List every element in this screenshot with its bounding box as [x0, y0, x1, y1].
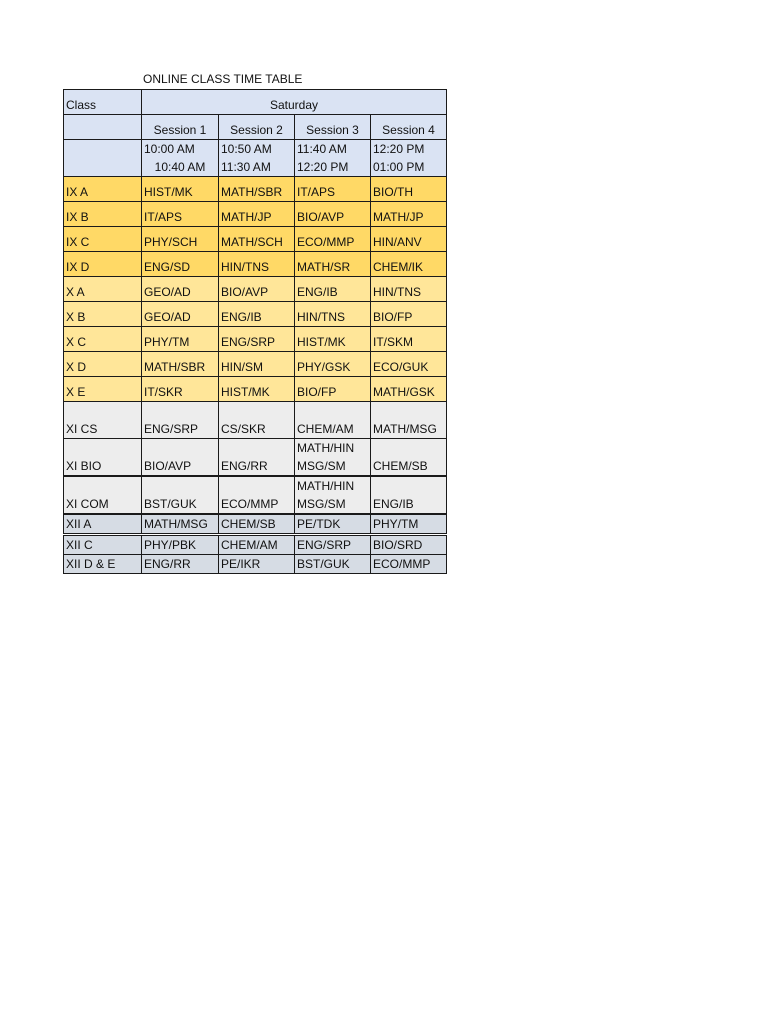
subject-teacher-cell: ENG/RR [219, 439, 295, 477]
subject-teacher-cell: MATH/JP [219, 202, 295, 227]
timetable-body [64, 90, 447, 574]
session-header: Session 3 [295, 115, 371, 140]
subject-teacher-cell: MATH/SBR [219, 177, 295, 202]
session-start-time: 10:50 AM [221, 142, 272, 156]
subject-teacher-cell: CHEM/AM [219, 535, 295, 555]
subject-teacher-cell: MATH/MSG [371, 402, 447, 439]
subject-teacher-cell: BIO/FP [295, 377, 371, 402]
table-row [64, 535, 447, 555]
subject-teacher-cell: HIST/MK [219, 377, 295, 402]
subject-teacher-cell: HIN/ANV [371, 227, 447, 252]
class-header: Class [64, 90, 142, 115]
subject-teacher-cell: MATH/SBR [142, 352, 219, 377]
subject-teacher-cell: HIN/TNS [219, 252, 295, 277]
class-name-cell: XI COM [64, 476, 142, 514]
session-header: Session 1 [142, 115, 219, 140]
class-name-cell: XI CS [64, 402, 142, 439]
subject-teacher-cell: PHY/SCH [142, 227, 219, 252]
class-name-cell: XI BIO [64, 439, 142, 477]
class-name-cell: IX B [64, 202, 142, 227]
subject-teacher-cell: MATH/HIN MSG/SM [295, 476, 371, 514]
subject-teacher-cell: ENG/RR [142, 555, 219, 574]
subject-teacher-cell: PHY/GSK [295, 352, 371, 377]
class-name-cell: XII A [64, 514, 142, 535]
subject-teacher-cell: BST/GUK [295, 555, 371, 574]
class-name-cell: XII C [64, 535, 142, 555]
class-name-cell: XII D & E [64, 555, 142, 574]
subject-teacher-cell: CHEM/SB [371, 439, 447, 477]
session-start-time: 12:20 PM [373, 142, 425, 156]
class-header-blank [64, 115, 142, 140]
subject-teacher-cell: ECO/MMP [219, 476, 295, 514]
subject-teacher-cell: ENG/SRP [142, 402, 219, 439]
subject-teacher-cell: MATH/HIN MSG/SM [295, 439, 371, 477]
session-end-time: 10:40 AM [154, 160, 206, 174]
table-row [64, 252, 447, 277]
session-end-time: 12:20 PM [297, 160, 349, 174]
header-row-day [64, 90, 447, 115]
subject-teacher-cell: CS/SKR [219, 402, 295, 439]
subject-teacher-cell: ENG/SRP [219, 327, 295, 352]
session-time [142, 140, 219, 177]
class-name-cell: IX C [64, 227, 142, 252]
session-time [219, 140, 295, 177]
subject-teacher-cell: CHEM/IK [371, 252, 447, 277]
session-header: Session 4 [371, 115, 447, 140]
table-row [64, 377, 447, 402]
subject-teacher-cell: MATH/MSG [142, 514, 219, 535]
subject-teacher-cell: HIST/MK [142, 177, 219, 202]
subject-teacher-cell: MATH/JP [371, 202, 447, 227]
class-name-cell: X A [64, 277, 142, 302]
session-header: Session 2 [219, 115, 295, 140]
header-row-times [64, 140, 447, 177]
subject-teacher-cell: ENG/SRP [295, 535, 371, 555]
session-end-time: 01:00 PM [373, 160, 425, 174]
subject-teacher-cell: PHY/TM [142, 327, 219, 352]
class-name-cell: IX D [64, 252, 142, 277]
table-row [64, 327, 447, 352]
time-header-blank [64, 140, 142, 177]
table-row [64, 277, 447, 302]
subject-teacher-cell: BIO/FP [371, 302, 447, 327]
subject-teacher-cell: PE/IKR [219, 555, 295, 574]
table-row [64, 514, 447, 535]
subject-teacher-cell: ENG/IB [295, 277, 371, 302]
table-row [64, 402, 447, 439]
class-name-cell: X D [64, 352, 142, 377]
class-name-cell: X C [64, 327, 142, 352]
subject-teacher-cell: ECO/GUK [371, 352, 447, 377]
subject-teacher-cell: GEO/AD [142, 277, 219, 302]
subject-teacher-cell: PE/TDK [295, 514, 371, 535]
session-time [371, 140, 447, 177]
subject-teacher-cell: BIO/AVP [219, 277, 295, 302]
timetable [63, 89, 447, 574]
session-end-time: 11:30 AM [221, 160, 271, 174]
subject-teacher-cell: BIO/SRD [371, 535, 447, 555]
session-start-time: 11:40 AM [297, 142, 347, 156]
class-name-cell: IX A [64, 177, 142, 202]
subject-teacher-cell: ECO/MMP [295, 227, 371, 252]
table-row [64, 302, 447, 327]
subject-teacher-cell: BIO/AVP [295, 202, 371, 227]
table-row [64, 202, 447, 227]
subject-teacher-cell: MATH/SCH [219, 227, 295, 252]
subject-teacher-cell: BIO/TH [371, 177, 447, 202]
table-row [64, 227, 447, 252]
subject-teacher-cell: BST/GUK [142, 476, 219, 514]
subject-teacher-cell: HIN/SM [219, 352, 295, 377]
table-row [64, 439, 447, 477]
subject-teacher-cell: IT/APS [142, 202, 219, 227]
subject-teacher-cell: IT/APS [295, 177, 371, 202]
day-header: Saturday [142, 90, 447, 115]
subject-teacher-cell: MATH/GSK [371, 377, 447, 402]
subject-teacher-cell: ENG/IB [219, 302, 295, 327]
class-name-cell: X E [64, 377, 142, 402]
subject-teacher-cell: ENG/SD [142, 252, 219, 277]
subject-teacher-cell: CHEM/AM [295, 402, 371, 439]
page-title: ONLINE CLASS TIME TABLE [143, 72, 303, 86]
session-time [295, 140, 371, 177]
class-name-cell: X B [64, 302, 142, 327]
header-row-sessions [64, 115, 447, 140]
subject-teacher-cell: GEO/AD [142, 302, 219, 327]
table-row [64, 476, 447, 514]
subject-teacher-cell: HIST/MK [295, 327, 371, 352]
subject-teacher-cell: MATH/SR [295, 252, 371, 277]
table-row [64, 555, 447, 574]
table-row [64, 177, 447, 202]
session-start-time: 10:00 AM [144, 142, 195, 156]
subject-teacher-cell: IT/SKR [142, 377, 219, 402]
subject-teacher-cell: IT/SKM [371, 327, 447, 352]
subject-teacher-cell: ECO/MMP [371, 555, 447, 574]
subject-teacher-cell: ENG/IB [371, 476, 447, 514]
table-row [64, 352, 447, 377]
subject-teacher-cell: PHY/PBK [142, 535, 219, 555]
subject-teacher-cell: HIN/TNS [371, 277, 447, 302]
subject-teacher-cell: PHY/TM [371, 514, 447, 535]
subject-teacher-cell: BIO/AVP [142, 439, 219, 477]
subject-teacher-cell: HIN/TNS [295, 302, 371, 327]
subject-teacher-cell: CHEM/SB [219, 514, 295, 535]
